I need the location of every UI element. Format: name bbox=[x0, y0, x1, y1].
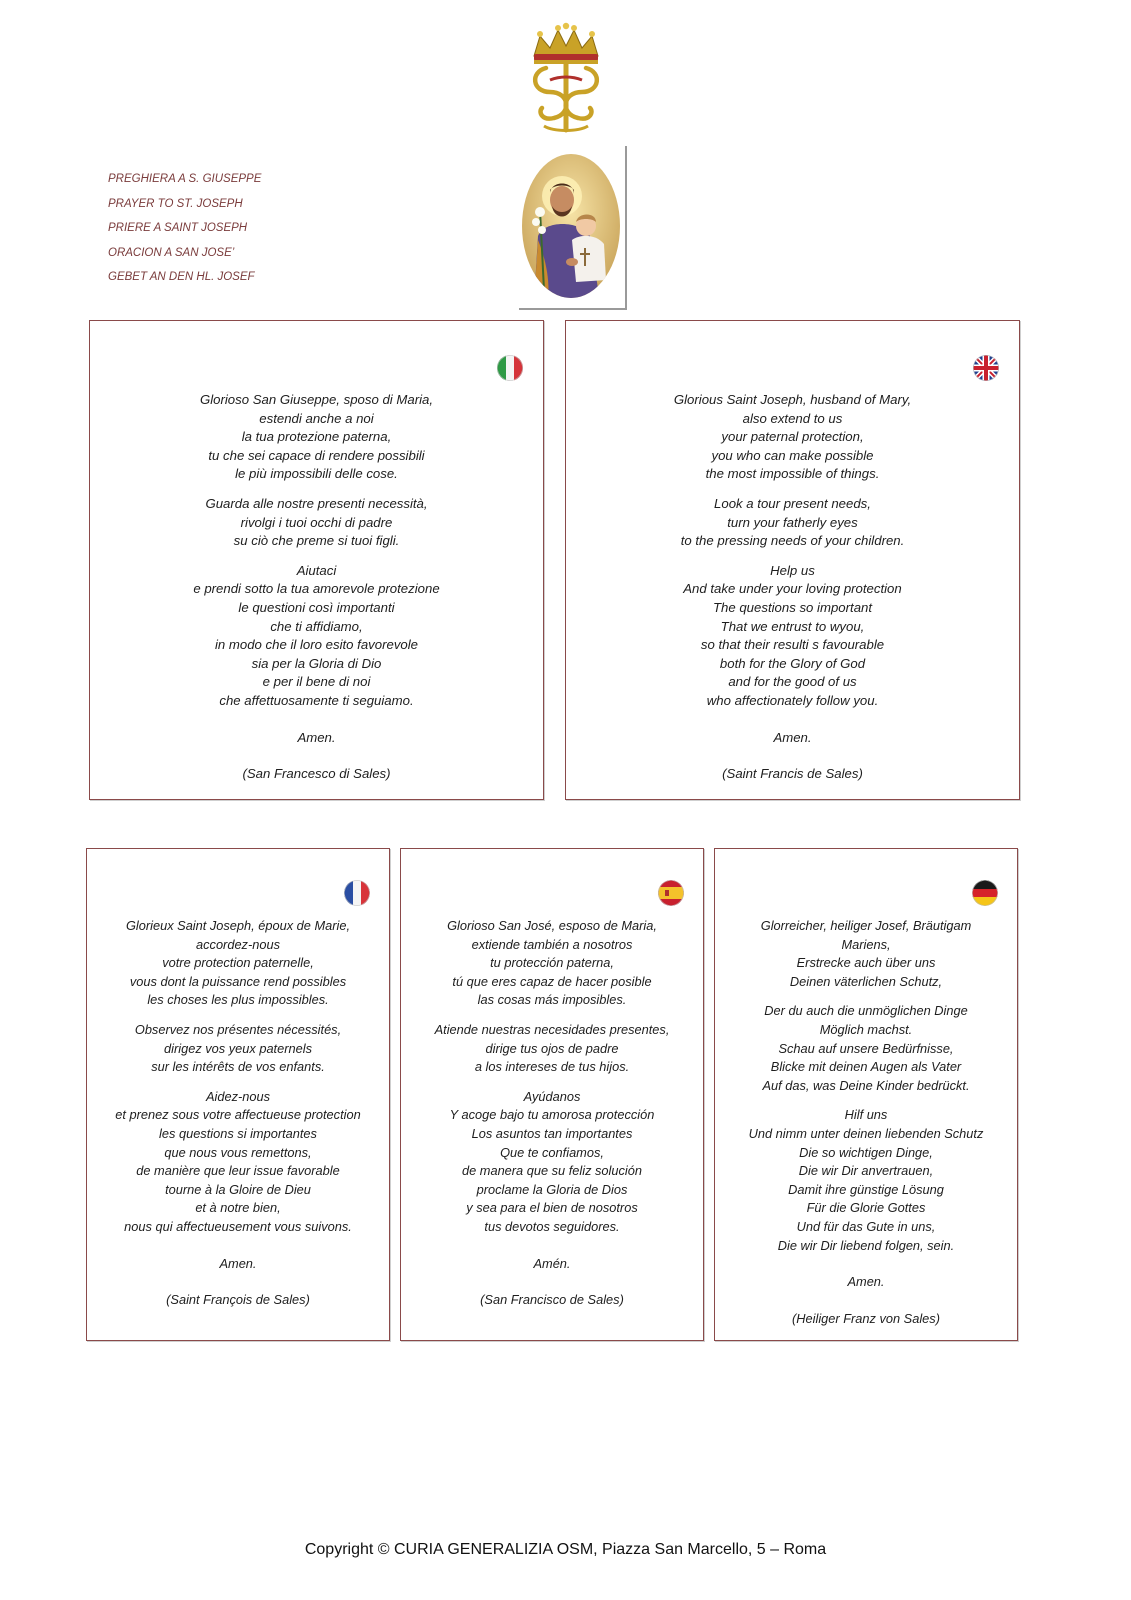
prayer-line: las cosas más imposibles. bbox=[477, 992, 627, 1008]
prayer-line: estendi anche a noi bbox=[259, 410, 374, 426]
prayer-line: Y acoge bajo tu amorosa protección bbox=[449, 1107, 655, 1123]
amen-text: Amen. bbox=[297, 729, 336, 745]
prayer-line: y sea para el bien de nosotros bbox=[466, 1200, 638, 1216]
prayer-line: les questions si importantes bbox=[159, 1125, 317, 1141]
prayer-line: tus devotos seguidores. bbox=[484, 1218, 620, 1234]
prayer-card-french bbox=[86, 848, 390, 1341]
prayer-line: Blicke mit deinen Augen als Vater bbox=[770, 1059, 962, 1075]
stanza-3 bbox=[401, 1088, 703, 1237]
prayer-line: Die so wichtigen Dinge, bbox=[799, 1144, 933, 1160]
prayer-line: That we entrust to wyou, bbox=[720, 618, 865, 634]
prayer-line: Die wir Dir liebend folgen, sein. bbox=[777, 1237, 955, 1253]
prayer-line: e per il bene di noi bbox=[262, 674, 371, 690]
prayer-line: le questioni così importanti bbox=[238, 599, 395, 615]
prayer-line: also extend to us bbox=[742, 410, 843, 426]
prayer-line: de manera que su feliz solución bbox=[462, 1163, 642, 1179]
stanza-3 bbox=[90, 562, 543, 711]
stanza-2 bbox=[90, 495, 543, 551]
title-english: PRAYER TO ST. JOSEPH bbox=[108, 197, 243, 210]
prayer-line: the most impossible of things. bbox=[705, 466, 880, 482]
prayer-line: tu protección paterna, bbox=[490, 955, 614, 971]
title-french: PRIERE A SAINT JOSEPH bbox=[108, 222, 248, 234]
title-italian: PREGHIERA A S. GIUSEPPE bbox=[108, 173, 262, 185]
copyright-footer: Copyright © CURIA GENERALIZIA OSM, Piazza San Marcello, 5 – Roma bbox=[304, 1541, 827, 1558]
stanza-2 bbox=[715, 1002, 1017, 1095]
stanza-2 bbox=[401, 1021, 703, 1077]
prayer-line: and for the good of us bbox=[728, 674, 857, 690]
prayer-line: Glorioso San José, esposo de Maria, bbox=[447, 918, 657, 933]
prayer-text-english bbox=[566, 391, 1019, 784]
prayer-line: The questions so important bbox=[712, 599, 873, 615]
prayer-line: votre protection paternelle, bbox=[162, 955, 314, 971]
prayer-line: in modo che il loro esito favorevole bbox=[214, 637, 419, 653]
prayer-line: le più impossibili delle cose. bbox=[235, 466, 398, 482]
prayer-line: sia per la Gloria di Dio bbox=[251, 655, 382, 671]
prayer-line: Für die Glorie Gottes bbox=[806, 1200, 926, 1216]
amen-text: Amén. bbox=[533, 1255, 571, 1271]
prayer-line: e prendi sotto la tua amorevole protezione bbox=[193, 581, 440, 597]
prayer-line: que nous vous remettons, bbox=[164, 1144, 312, 1160]
title-german: GEBET AN DEN HL. JOSEF bbox=[108, 271, 255, 283]
prayer-line: et prenez sous votre affectueuse protection bbox=[115, 1107, 361, 1123]
prayer-line: Glorreicher, heiliger Josef, Bräutigam bbox=[760, 918, 972, 933]
prayer-text-spanish bbox=[401, 917, 703, 1310]
prayer-line: Guarda alle nostre presenti necessità, bbox=[205, 495, 428, 511]
author-text: (Heiliger Franz von Sales) bbox=[792, 1310, 940, 1326]
prayer-line: Glorieux Saint Joseph, époux de Marie, bbox=[125, 918, 351, 933]
prayer-text-french bbox=[87, 917, 389, 1310]
prayer-line: Look a tour present needs, bbox=[714, 495, 871, 511]
prayer-line: Auf das, was Deine Kinder bedrückt. bbox=[762, 1077, 970, 1093]
stanza-3 bbox=[566, 562, 1019, 711]
prayer-line: so that their resulti s favourable bbox=[700, 637, 885, 653]
prayer-line: su ciò che preme si tuoi figli. bbox=[233, 533, 400, 549]
prayer-line: dirige tus ojos de padre bbox=[485, 1040, 619, 1056]
prayer-line: dirigez vos yeux paternels bbox=[164, 1040, 312, 1056]
stanza-1 bbox=[90, 391, 543, 484]
prayer-line: extiende también a nosotros bbox=[471, 936, 633, 952]
prayer-line: Und für das Gute in uns, bbox=[796, 1218, 936, 1234]
prayer-line: nous qui affectueusement vous suivons. bbox=[124, 1218, 352, 1234]
prayer-line: you who can make possible bbox=[711, 447, 874, 463]
prayer-line: Der du auch die unmöglichen Dinge bbox=[764, 1003, 968, 1019]
france-flag-icon bbox=[344, 880, 370, 906]
prayer-line: a los intereses de tus hijos. bbox=[474, 1059, 630, 1075]
prayer-line: Glorious Saint Joseph, husband of Mary, bbox=[673, 392, 912, 407]
stanza-1 bbox=[401, 917, 703, 1010]
prayer-line: And take under your loving protection bbox=[683, 581, 902, 597]
prayer-line: Möglich machst. bbox=[819, 1021, 913, 1037]
prayer-line: Damit ihre günstige Lösung bbox=[788, 1181, 944, 1197]
prayer-line: che ti affidiamo, bbox=[270, 618, 363, 634]
prayer-card-german bbox=[714, 848, 1018, 1341]
prayer-text-german bbox=[715, 917, 1017, 1328]
amen-text: Amen. bbox=[219, 1255, 257, 1271]
prayer-card-spanish bbox=[400, 848, 704, 1341]
prayer-line: Help us bbox=[770, 562, 815, 578]
amen-text: Amen. bbox=[847, 1274, 885, 1290]
order-crest-logo bbox=[520, 22, 612, 134]
prayer-line: Mariens, bbox=[841, 936, 891, 952]
author-text: (San Francesco di Sales) bbox=[242, 766, 391, 782]
prayer-text-italian bbox=[90, 391, 543, 784]
prayer-line: who affectionately follow you. bbox=[706, 692, 879, 708]
prayer-card-italian bbox=[89, 320, 544, 800]
prayer-line: vous dont la puissance rend possibles bbox=[129, 973, 347, 989]
prayer-line: Hilf uns bbox=[844, 1107, 888, 1123]
prayer-line: la tua protezione paterna, bbox=[241, 429, 392, 445]
prayer-line: accordez-nous bbox=[196, 936, 280, 952]
prayer-line: Aiutaci bbox=[296, 562, 337, 578]
prayer-line: Glorioso San Giuseppe, sposo di Maria, bbox=[199, 392, 434, 407]
spain-flag-icon bbox=[658, 880, 684, 906]
prayer-line: Ayúdanos bbox=[523, 1088, 581, 1104]
prayer-line: rivolgi i tuoi occhi di padre bbox=[240, 514, 393, 530]
title-spanish: ORACION A SAN JOSE’ bbox=[108, 246, 235, 259]
author-text: (Saint Francis de Sales) bbox=[722, 766, 863, 782]
stanza-1 bbox=[715, 917, 1017, 991]
prayer-line: your paternal protection, bbox=[721, 429, 864, 445]
prayer-line: Observez nos présentes nécessités, bbox=[134, 1021, 342, 1037]
prayer-line: Deinen väterlichen Schutz, bbox=[789, 973, 943, 989]
prayer-line: Atiende nuestras necesidades presentes, bbox=[434, 1021, 670, 1037]
prayer-line: proclame la Gloria de Dios bbox=[476, 1181, 628, 1197]
stanza-2 bbox=[87, 1021, 389, 1077]
prayer-line: Los asuntos tan importantes bbox=[471, 1125, 633, 1141]
author-text: (San Francisco de Sales) bbox=[480, 1292, 624, 1308]
prayer-line: both for the Glory of God bbox=[719, 655, 866, 671]
prayer-line: turn your fatherly eyes bbox=[727, 514, 858, 530]
germany-flag-icon bbox=[972, 880, 998, 906]
prayer-line: Schau auf unsere Bedürfnisse, bbox=[778, 1040, 954, 1056]
prayer-line: Aidez-nous bbox=[205, 1088, 271, 1104]
saint-joseph-portrait bbox=[520, 150, 622, 302]
prayer-line: tu che sei capace di rendere possibili bbox=[208, 447, 425, 463]
stanza-3 bbox=[715, 1106, 1017, 1255]
author-text: (Saint François de Sales) bbox=[166, 1292, 310, 1308]
stanza-1 bbox=[87, 917, 389, 1010]
stanza-3 bbox=[87, 1088, 389, 1237]
prayer-line: to the pressing needs of your children. bbox=[680, 533, 905, 549]
prayer-line: tourne à la Gloire de Dieu bbox=[165, 1181, 311, 1197]
uk-flag-icon bbox=[973, 355, 999, 381]
stanza-1 bbox=[566, 391, 1019, 484]
stanza-2 bbox=[566, 495, 1019, 551]
prayer-title-list bbox=[108, 170, 261, 293]
prayer-line: et à notre bien, bbox=[195, 1200, 281, 1216]
prayer-line: de manière que leur issue favorable bbox=[136, 1163, 340, 1179]
prayer-line: sur les intérêts de vos enfants. bbox=[151, 1059, 325, 1075]
italy-flag-icon bbox=[497, 355, 523, 381]
amen-text: Amen. bbox=[773, 729, 812, 745]
prayer-card-english bbox=[565, 320, 1020, 800]
prayer-line: Und nimm unter deinen liebenden Schutz bbox=[748, 1125, 984, 1141]
prayer-line: Die wir Dir anvertrauen, bbox=[798, 1163, 934, 1179]
prayer-line: les choses les plus impossibles. bbox=[147, 992, 329, 1008]
prayer-line: che affettuosamente ti seguiamo. bbox=[219, 692, 414, 708]
prayer-line: tú que eres capaz de hacer posible bbox=[452, 973, 652, 989]
prayer-line: Erstrecke auch über uns bbox=[796, 955, 936, 971]
prayer-line: Que te confiamos, bbox=[500, 1144, 604, 1160]
